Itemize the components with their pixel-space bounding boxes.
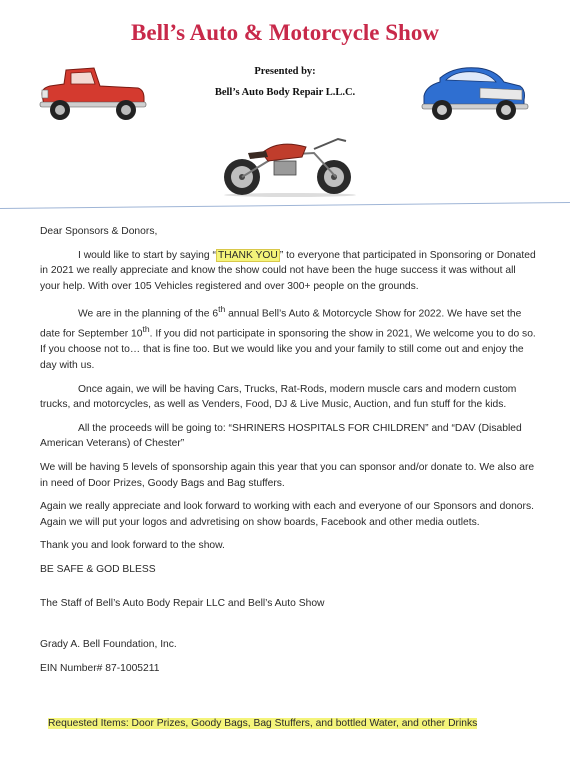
requested-items-line [48,718,477,729]
blessing-line: BE SAFE & GOD BLESS [40,563,156,575]
presented-by-label: Presented by: [254,66,316,77]
red-pickup-truck-illustration [38,62,148,130]
paragraph-activities: Once again, we will be having Cars, Trucks, Rat-Rods, modern muscle cars and modern custom trucks, and motorcycles, as well as Venders, Food, DJ & Live Music, Auction, and fun stuff for the kids. [40,383,517,411]
letter-body [40,224,538,684]
paragraph-appreciation: Again we really appreciate and look forward to working with each and everyone of our Sponsors and donors. Again we will put your logos and advretising on show boards, Facebook and other media outlets. [40,501,534,528]
p2-start: We are in the planning of the 6 [78,308,219,320]
p2-superscript-2: th [142,324,150,335]
p2-end: . If you did not participate in sponsoring the show in 2021, We welcome you to do so. If you choose not to… that is fine too. But we would like you and your family to still come out and enjoy the day with us. [40,328,536,371]
p1-end: ” to everyone that participated in Sponsoring or Donated in 2021 we really appreciate and know the show could not have been the huge success it was without all your help. With over 105 Vehicles registered and over 300+ people on the grounds. [40,249,536,292]
greeting: Dear Sponsors & Donors, [40,226,158,237]
chopper-motorcycle-illustration [218,135,364,197]
p1-start: I would like to start by saying “ [78,249,216,261]
ein-number: EIN Number# 87-1005211 [40,662,160,674]
signature-line: The Staff of Bell’s Auto Body Repair LLC and Bell’s Auto Show [40,597,325,609]
blue-classic-car-illustration [420,62,530,128]
paragraph-proceeds: All the proceeds will be going to: “SHRINERS HOSPITALS FOR CHILDREN” and “DAV (Disabled American Veterans) of Chester” [40,422,522,450]
p2-superscript: th [218,304,226,315]
company-name: Bell’s Auto Body Repair L.L.C. [214,87,356,98]
paragraph-thank-you [40,248,538,295]
foundation-name: Grady A. Bell Foundation, Inc. [40,639,177,651]
thank-you-highlight: THANK YOU [217,249,278,261]
requested-items-highlight: Requested Items: Door Prizes, Goody Bags, Bag Stuffers, and bottled Water, and other Drinks [48,718,478,729]
p2-middle: annual Bell’s Auto & Motorcycle Show for 2022. We have set the date for September 10 [40,308,522,340]
closing-line: Thank you and look forward to the show. [40,540,225,552]
paragraph-sponsorship: We will be having 5 levels of sponsorship again this year that you can sponsor and/or donate to. We also are in need of Door Prizes, Goody Bags and Bag stuffers. [40,461,535,489]
paragraph-planning [40,302,538,373]
page-title: Bell’s Auto & Motorcycle Show [131,20,439,45]
header-divider [0,202,570,209]
